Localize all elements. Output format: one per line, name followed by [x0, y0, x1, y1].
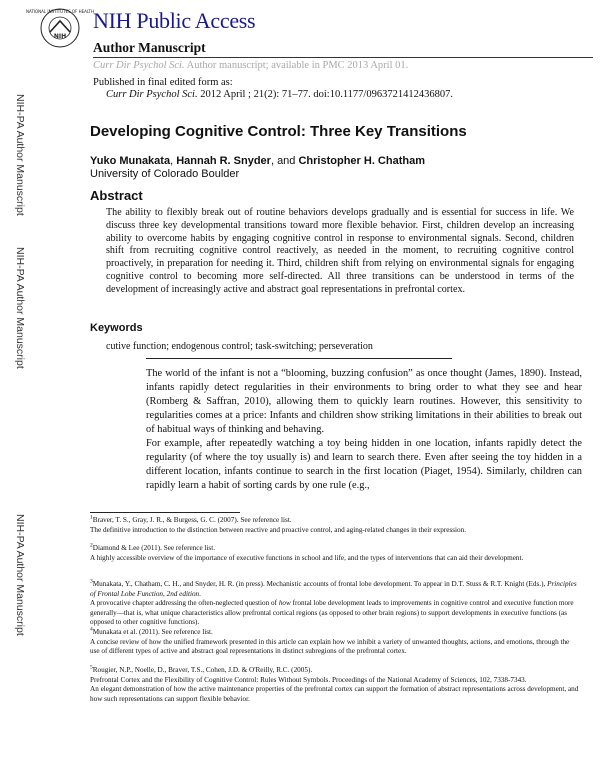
- keywords-divider: [146, 358, 452, 359]
- abstract-heading: Abstract: [90, 188, 143, 203]
- abstract-text: The ability to flexibly break out of routine behaviors develops gradually and is essential for success in life. We discuss three key developmental transitions toward more flexible behavior. First, children develop an increasing ability to overcome habits by engaging cognitive control in response to environmental signals. Second, children shift from recruiting cognitive control reactively, as needed in the moment, to recruiting cognitive control proactively, in preparation for needing it. Third, children shift from relying on environmental signals for engaging cognitive control to becoming more self-directed. All three transitions can be understood in terms of the development of increasingly active and abstract goal representations in prefrontal cortex.: [106, 207, 574, 295]
- logo-label: NATIONAL INSTITUTES OF HEALTH: [25, 9, 95, 14]
- side-label-top: NIH-PA Author Manuscript: [14, 94, 26, 216]
- nih-logo: [25, 5, 95, 51]
- footnote-4: $^4$Munakata et al. (2011). See reference list. A concise review of how the unified framework presented in this article can explain how we inhibit a variety of unwanted thoughts, actions, and emotions, through the use of different types of active and abstract goal representations in distinct subregions of the prefrontal cortex.: [90, 626, 570, 655]
- body-paragraph-2: For example, after repeatedly watching a toy being hidden in one location, infants rapidly detect the regularity (of where the toy usually is) and learn to search there. Even after seeing the toy hidden in a different location, infants continue to search in the first location (Piaget, 1954). Similarly, children can rapidly learn a habit of sorting cards by one rule (e.g.,: [146, 438, 582, 491]
- footnote-divider: [90, 512, 240, 513]
- side-label-middle: NIH-PA Author Manuscript: [14, 247, 26, 369]
- availability-line: Curr Dir Psychol Sci. Author manuscript; available in PMC 2013 April 01.: [93, 60, 409, 71]
- side-label-bottom: NIH-PA Author Manuscript: [14, 514, 26, 636]
- header-divider: [93, 57, 593, 58]
- footnote-3: $^3$Munakata, Y., Chatham, C. H., and Snyder, H. R. (in press). Mechanistic accounts of frontal lobe development. To appear in D.T. Stuss & R.T. Knight (Eds.), Principles of Frontal Lobe Function, 2nd edition. A provocative chapter addressing the often-neglected question of how frontal lobe development leads to improvements in cognitive control and executive function more generally—that is, what unique characteristics allow prefrontal cortical regions (as opposed to other brain regions) to support developments in executive functions (as opposed to other cognitive functions).: [90, 578, 577, 626]
- publication-citation: Curr Dir Psychol Sci. 2012 April ; 21(2): 71–77. doi:10.1177/0963721412436807.: [106, 89, 453, 100]
- body-paragraph-1: The world of the infant is not a “blooming, buzzing confusion” as once thought (James, 1890). Instead, infants rapidly detect regularities in their environments to bring order to what they see and hear (Romberg & Saffran, 2010), allowing them to quickly learn routines. However, this sensitivity to regularities comes at a price: Infants and children show striking limitations in their abilities to break out of habitual ways of thinking and behaving.: [146, 368, 582, 435]
- author-list: Yuko Munakata, Hannah R. Snyder, and Christopher H. Chatham: [90, 155, 425, 167]
- keywords-text: cutive function; endogenous control; task-switching; perseveration: [106, 341, 373, 352]
- affiliation: University of Colorado Boulder: [90, 168, 240, 180]
- footnote-5: $^5$Rougier, N.P., Noelle, D., Braver, T.S., Cohen, J.D. & O'Reilly, R.C. (2005). Prefrontal Cortex and the Flexibility of Cognitive Control: Rules Without Symbols. Proceedings of the National Academy of Sciences, 102, 7338-7343. An elegant demonstration of how the active maintenance properties of the prefrontal cortex can support the formation of abstract representations across development, and how such representations can support flexible behavior.: [90, 664, 579, 703]
- published-in-label: Published in final edited form as:: [93, 77, 233, 88]
- keywords-heading: Keywords: [90, 322, 143, 334]
- article-title: Developing Cognitive Control: Three Key Transitions: [90, 123, 467, 140]
- public-access-title: NIH Public Access: [93, 8, 256, 33]
- author-manuscript-title: Author Manuscript: [93, 40, 206, 55]
- footnote-2: $^2$Diamond & Lee (2011). See reference list. A highly accessible overview of the importance of executive functions in school and life, and the types of interventions that can aid their development.: [90, 542, 524, 562]
- logo-letters: NIH: [53, 33, 67, 40]
- footnote-1: $^1$Braver, T. S., Gray, J. R., & Burgess, G. C. (2007). See reference list. The definitive introduction to the distinction between reactive and proactive control, and aging-related changes in their expression.: [90, 514, 467, 534]
